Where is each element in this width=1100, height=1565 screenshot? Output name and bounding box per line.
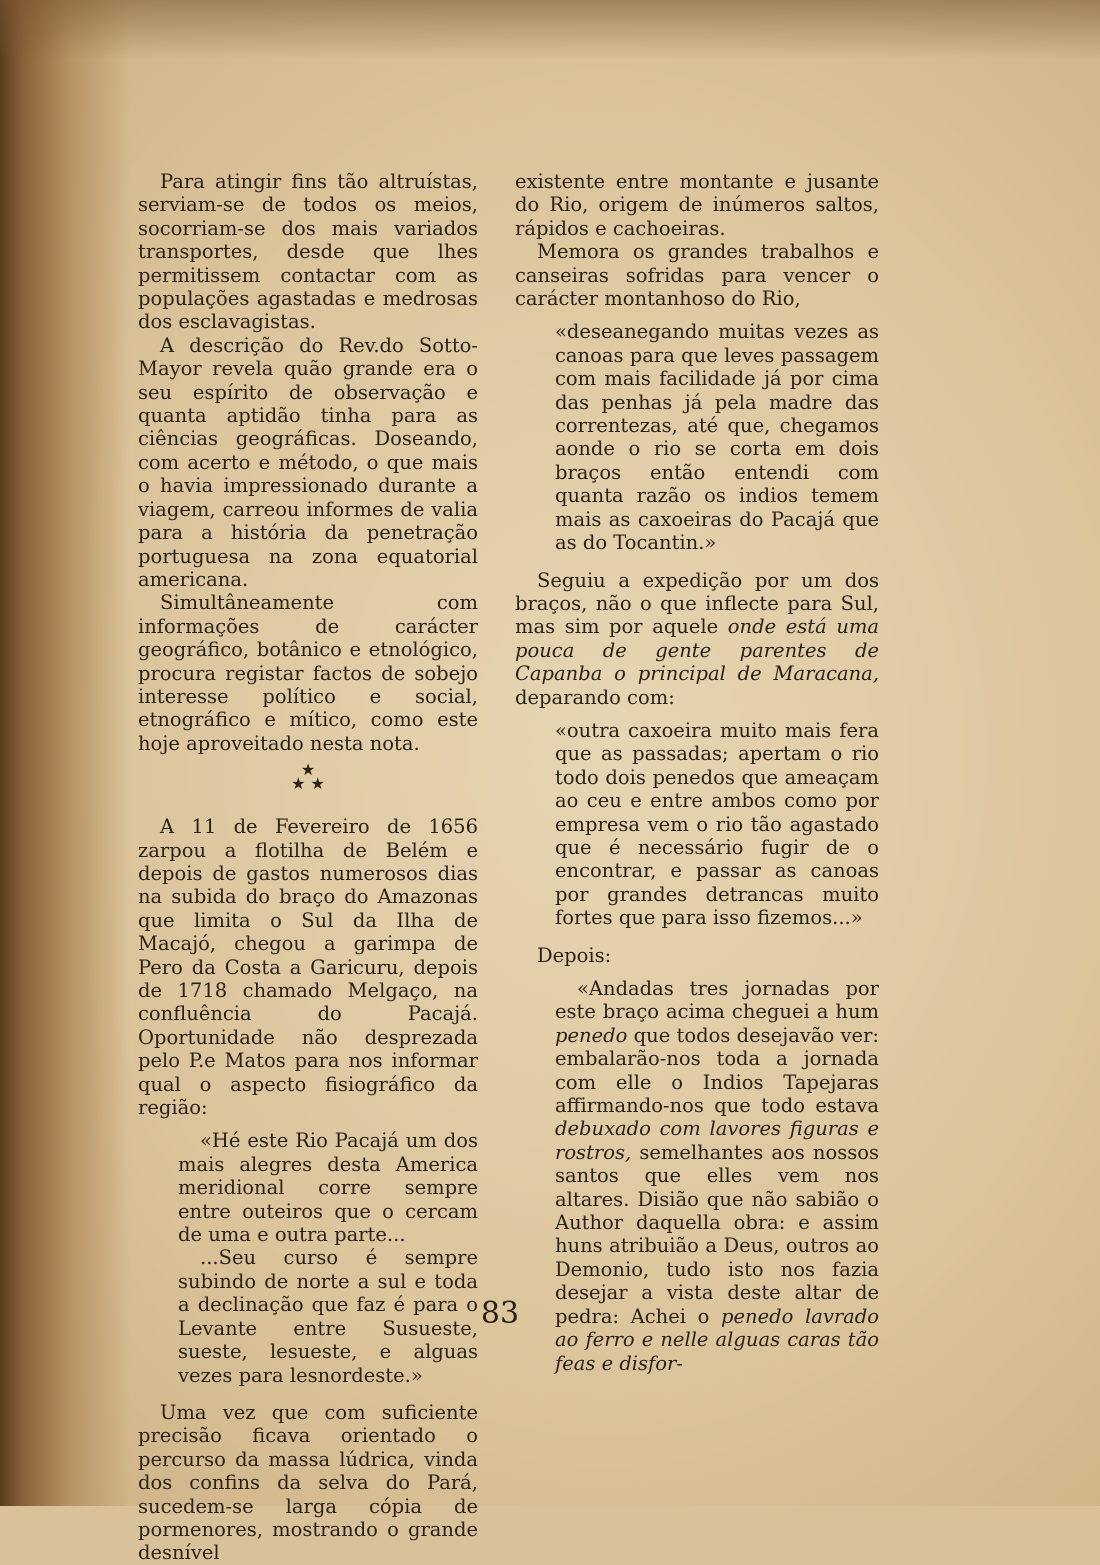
right-quote-3-text: «outra caxoeira muito mais fera que as passadas; apertam o rio todo dois penedos que ameaçam ao ceu e entre ambos como por empresa vem o rio tão agastado que é necessário fugir de o encontrar, e passar as canoas por grandes detrancas muito fortes que para isso fizemos...»: [555, 718, 879, 930]
left-quote-1-part-a: «Hé este Rio Pacajá um dos mais alegres desta America meridional corre sempre entre outeiros que o cercam de uma e outra parte...: [178, 1129, 478, 1247]
asterism-top-star: ★: [300, 760, 316, 780]
page-spine-shadow: [0, 0, 130, 1506]
right-paragraph-1: existente entre montante e jusante do Rio, origem de inúmeros saltos, rápidos e cachoeiras.: [515, 170, 879, 240]
right-quote-4-part-1: «Andadas tres jornadas por este braço acima cheguei a hum: [555, 977, 879, 1024]
left-paragraph-3: Simultâneamente com informações de carácter geográfico, botânico e etnológico, procura registar factos de sobejo interesse político e social, etnográfico e mítico, como este hoje aproveitado nesta nota.: [138, 591, 478, 755]
asterism-bottom-stars: ★ ★: [291, 774, 325, 794]
left-paragraph-1: Para atingir fins tão altruístas, serviam-se de todos os meios, socorriam-se dos mais variados transportes, desde que lhes permitissem contactar com as populações agastadas e medrosas dos esclavagistas.: [138, 170, 478, 334]
page-top-shadow: [0, 0, 1100, 60]
right-column: [515, 170, 879, 1375]
right-paragraph-4: Depois:: [537, 943, 612, 967]
page-number: 83: [480, 1296, 520, 1331]
right-quote-2-text: «deseanegando muitas vezes as canoas para que leves passagem com mais facilidade já por cima das penhas já pela madre das correntezas, até que, chegamos aonde o rio se corta em dois braços então entendi com quanta razão os indios temem mais as caxoeiras do Pacajá que as do Tocantin.»: [555, 320, 879, 555]
right-quote-4-part-3: semelhantes aos nossos santos que elles vem nos altares. Disião que não sabião o Author daquella obra: e assim huns atribuião a Deus, outros ao Demonio, tudo isto nos fazia desejar a vista deste altar de pedra: Achei o: [555, 1140, 879, 1328]
right-quote-4-part-2: que todos desejavão ver: embalarão-nos toda a jornada com elle o Indios Tapejaras affirmando-nos que todo estava: [555, 1023, 879, 1118]
left-paragraph-2: A descrição do Rev.do Sotto-Mayor revela quão grande era o seu espírito de observação e quanta aptidão tinha para as ciências geográficas. Doseando, com acerto e método, o que mais o havia impressionado durante a viagem, carreou informes de valia para a história da penetração portuguesa na zona equatorial americana.: [138, 333, 478, 591]
left-quote-1-part-b: ...Seu curso é sempre subindo de norte a sul e toda a declinação que faz é para o Levante entre Susueste, sueste, lesueste, e alguas vezes para lesnordeste.»: [178, 1246, 478, 1387]
right-quote-3: [555, 719, 879, 930]
right-quote-4-italic-1: penedo: [555, 1023, 628, 1047]
right-quote-2: [555, 320, 879, 554]
right-paragraph-3-a: Seguiu a expedição por um dos braços, não o que inflecte para Sul, mas sim por aquele: [515, 568, 879, 639]
right-quote-4-italic-2: debuxado com lavores figuras e rostros,: [555, 1117, 879, 1164]
left-quote-1: [178, 1129, 478, 1386]
right-quote-4-italic-3: penedo lavrado ao ferro e nelle alguas caras tão feas e disfor-: [555, 1304, 880, 1375]
left-paragraph-5: Uma vez que com suficiente precisão ficava orientado o percurso da massa lúdrica, vinda dos confins da selva do Pará, sucedem-se larga cópia de pormenores, mostrando o grande desnível: [138, 1400, 478, 1565]
section-asterism: [138, 755, 478, 815]
right-paragraph-3-italic: onde está uma pouca de gente parentes de Capanba o principal de Maracana,: [515, 615, 880, 686]
right-paragraph-3: [515, 569, 879, 709]
left-column: [138, 170, 478, 1565]
right-paragraph-2: Memora os grandes trabalhos e canseiras sofridas para vencer o carácter montanhoso do Rio,: [515, 240, 879, 311]
left-paragraph-4: A 11 de Fevereiro de 1656 zarpou a flotilha de Belém e depois de gastos numerosos dias na subida do braço do Amazonas que limita o Sul da Ilha de Macajó, chegou a garimpa de Pero da Costa a Garicuru, depois de 1718 chamado Melgaço, na confluência do Pacajá. Oportunidade não desprezada pelo P.e Matos para nos informar qual o aspecto fisiográfico da região:: [138, 815, 478, 1120]
right-paragraph-3-b: deparando com:: [515, 685, 675, 709]
